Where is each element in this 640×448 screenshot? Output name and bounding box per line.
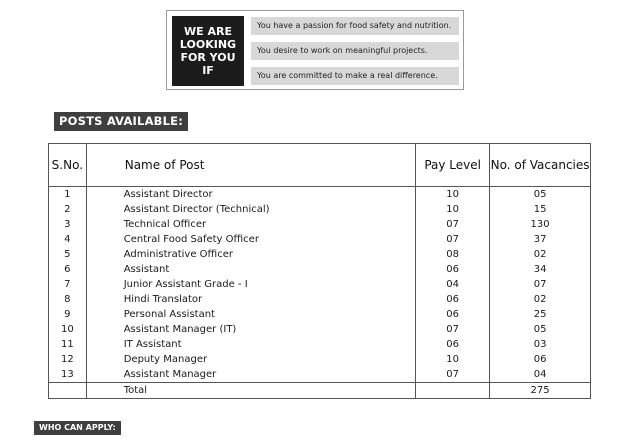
table-total-row xyxy=(49,383,591,399)
table-row xyxy=(49,232,591,247)
cell-pay-level: 06 xyxy=(416,307,490,322)
cell-sno: 7 xyxy=(49,277,87,292)
cell-post-name: Assistant Manager (IT) xyxy=(86,322,415,337)
banner-line: You are committed to make a real difference. xyxy=(251,67,459,85)
cell-sno: 8 xyxy=(49,292,87,307)
cell-vacancies: 05 xyxy=(490,322,591,337)
cell-pay-level: 10 xyxy=(416,187,490,203)
cell-vacancies: 34 xyxy=(490,262,591,277)
cell-post-name: Technical Officer xyxy=(86,217,415,232)
cell-post-name: Assistant Manager xyxy=(86,367,415,383)
cell-vacancies: 06 xyxy=(490,352,591,367)
cell-pay-level: 07 xyxy=(416,217,490,232)
banner-box-line: WE ARE xyxy=(184,25,232,38)
table-row xyxy=(49,187,591,203)
table-row xyxy=(49,202,591,217)
cell-sno: 11 xyxy=(49,337,87,352)
cell-vacancies: 02 xyxy=(490,247,591,262)
cell-sno: 12 xyxy=(49,352,87,367)
cell-sno: 2 xyxy=(49,202,87,217)
cell-vacancies: 02 xyxy=(490,292,591,307)
header-vacancies: No. of Vacancies xyxy=(490,144,591,187)
who-can-apply-heading: WHO CAN APPLY: xyxy=(34,421,121,435)
table-header-row xyxy=(49,144,591,187)
cell-post-name: Assistant Director (Technical) xyxy=(86,202,415,217)
cell-vacancies: 05 xyxy=(490,187,591,203)
table-row xyxy=(49,292,591,307)
cell-vacancies: 04 xyxy=(490,367,591,383)
cell-post-name: Central Food Safety Officer xyxy=(86,232,415,247)
table-row xyxy=(49,277,591,292)
posts-table xyxy=(48,143,591,399)
header-name: Name of Post xyxy=(86,144,415,187)
cell-pay-level: 07 xyxy=(416,232,490,247)
banner xyxy=(166,10,464,90)
cell-sno: 4 xyxy=(49,232,87,247)
banner-box xyxy=(172,16,244,86)
header-pay-level: Pay Level xyxy=(416,144,490,187)
cell-sno: 9 xyxy=(49,307,87,322)
table-row xyxy=(49,247,591,262)
cell-vacancies: 03 xyxy=(490,337,591,352)
table-row xyxy=(49,307,591,322)
cell-post-name: IT Assistant xyxy=(86,337,415,352)
cell-sno: 6 xyxy=(49,262,87,277)
cell-total-label: Total xyxy=(86,383,415,399)
cell-sno: 10 xyxy=(49,322,87,337)
cell-vacancies: 25 xyxy=(490,307,591,322)
cell-sno: 3 xyxy=(49,217,87,232)
table-row xyxy=(49,367,591,383)
table-body xyxy=(49,187,591,399)
cell-pay-level: 06 xyxy=(416,262,490,277)
banner-line: You have a passion for food safety and nutrition. xyxy=(251,17,459,35)
banner-line: You desire to work on meaningful projects. xyxy=(251,42,459,60)
cell-total-value: 275 xyxy=(490,383,591,399)
cell-vacancies: 07 xyxy=(490,277,591,292)
table-row xyxy=(49,352,591,367)
header-sno: S.No. xyxy=(49,144,87,187)
cell-pay-level: 10 xyxy=(416,352,490,367)
table-row xyxy=(49,262,591,277)
banner-box-line: IF xyxy=(202,64,214,77)
cell-pay-level xyxy=(416,383,490,399)
cell-post-name: Administrative Officer xyxy=(86,247,415,262)
table-row xyxy=(49,217,591,232)
cell-sno xyxy=(49,383,87,399)
cell-sno: 1 xyxy=(49,187,87,203)
banner-box-line: LOOKING xyxy=(179,38,237,51)
table-row xyxy=(49,322,591,337)
cell-post-name: Deputy Manager xyxy=(86,352,415,367)
cell-pay-level: 04 xyxy=(416,277,490,292)
banner-box-line: FOR YOU xyxy=(180,51,236,64)
cell-post-name: Junior Assistant Grade - I xyxy=(86,277,415,292)
posts-heading: POSTS AVAILABLE: xyxy=(54,112,188,131)
cell-pay-level: 07 xyxy=(416,367,490,383)
cell-vacancies: 130 xyxy=(490,217,591,232)
cell-vacancies: 15 xyxy=(490,202,591,217)
cell-post-name: Personal Assistant xyxy=(86,307,415,322)
cell-sno: 5 xyxy=(49,247,87,262)
table-row xyxy=(49,337,591,352)
cell-post-name: Assistant xyxy=(86,262,415,277)
cell-post-name: Assistant Director xyxy=(86,187,415,203)
cell-sno: 13 xyxy=(49,367,87,383)
cell-pay-level: 07 xyxy=(416,322,490,337)
cell-pay-level: 10 xyxy=(416,202,490,217)
cell-vacancies: 37 xyxy=(490,232,591,247)
cell-pay-level: 06 xyxy=(416,292,490,307)
cell-pay-level: 08 xyxy=(416,247,490,262)
cell-pay-level: 06 xyxy=(416,337,490,352)
cell-post-name: Hindi Translator xyxy=(86,292,415,307)
